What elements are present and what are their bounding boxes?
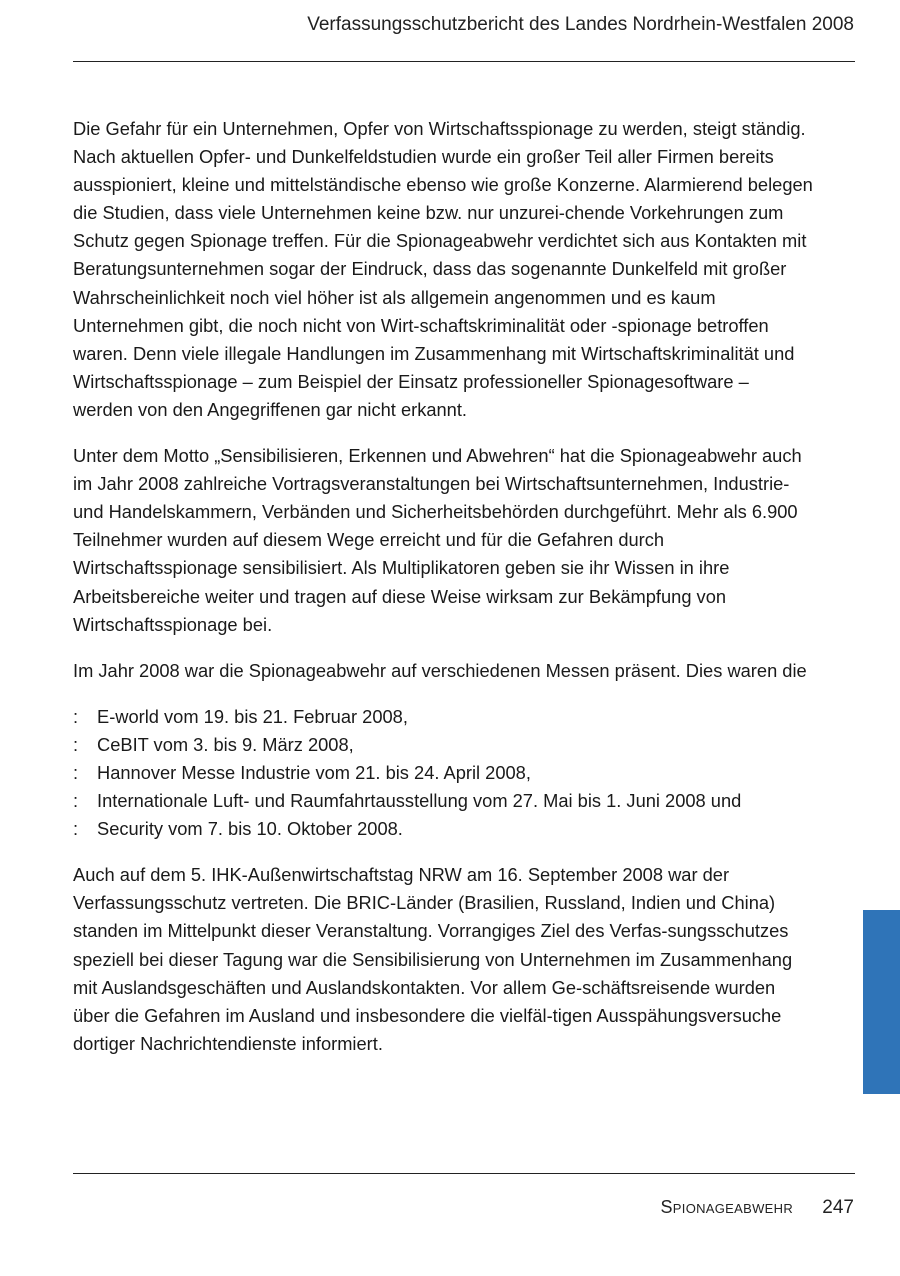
paragraph: Unter dem Motto „Sensibilisieren, Erkennen und Abwehren“ hat die Spionageabwehr auch im Jahr 2008 zahlreiche Vortragsveranstaltungen bei Wirtschaftsunternehmen, Industrie- und Handelskammern, Verbänden und Sicherheitsbehörden durchgeführt. Mehr als 6.900 Teilnehmer wurden auf diesem Wege erreicht und für die Gefahren durch Wirtschaftsspionage sensibilisiert. Als Multiplikatoren geben sie ihr Wissen in ihre Arbeitsbereiche weiter und tragen auf diese Weise wirksam zur Bekämpfung von Wirtschaftsspionage bei. [73, 445, 802, 635]
list-item [73, 787, 813, 815]
page-body [73, 115, 813, 1076]
list-marker: : [73, 790, 79, 812]
list-item [73, 759, 813, 787]
list-item [73, 815, 813, 843]
list-item-text: E-world vom 19. bis 21. Februar 2008, [97, 705, 408, 727]
running-header: Verfassungsschutzbericht des Landes Nordrhein-Westfalen 2008 [307, 14, 854, 35]
header-rule [73, 61, 855, 62]
paragraph: Die Gefahr für ein Unternehmen, Opfer von Wirtschaftsspionage zu werden, steigt ständig. Nach aktuellen Opfer- und Dunkelfeldstudien wurde ein großer Teil aller Firmen bereits ausspioniert, kleine und mittelständische ebenso wie große Konzerne. Alarmierend belegen die Studien, dass viele Unternehmen keine bzw. nur unzurei-chende Vorkehrungen zum Schutz gegen Spionage treffen. Für die Spionageabwehr verdichtet sich aus Kontakten mit Beratungsunternehmen sogar der Eindruck, dass das sogenannte Dunkelfeld mit großer Wahrscheinlichkeit noch viel höher ist als allgemein angenommen und es kaum Unternehmen gibt, die noch nicht von Wirt-schaftskriminalität oder -spionage betroffen waren. Denn viele illegale Handlungen im Zusammenhang mit Wirtschaftskriminalität und Wirtschaftsspionage – zum Beispiel der Einsatz professioneller Spionagesoftware – werden von den Angegriffenen gar nicht erkannt. [73, 118, 813, 420]
paragraph: Auch auf dem 5. IHK-Außenwirtschaftstag NRW am 16. September 2008 war der Verfassungsschutz vertreten. Die BRIC-Länder (Brasilien, Russland, Indien und China) standen im Mittelpunkt dieser Veranstaltung. Vorrangiges Ziel des Verfas-sungsschutzes speziell bei dieser Tagung war die Sensibilisierung von Unternehmen im Zusammenhang mit Auslandsgeschäften und Auslandskontakten. Vor allem Ge-schäftsreisende wurden über die Gefahren im Ausland und insbesondere die vielfäl-tigen Ausspähungsversuche dortiger Nachrichtendienste informiert. [73, 864, 793, 1054]
paragraph: Im Jahr 2008 war die Spionageabwehr auf verschiedenen Messen präsent. Dies waren die [73, 659, 807, 681]
list-item [73, 731, 813, 759]
list-marker: : [73, 733, 79, 755]
list-marker: : [73, 761, 79, 783]
page-footer [661, 1197, 855, 1219]
list-item-text: Security vom 7. bis 10. Oktober 2008. [97, 818, 403, 840]
chapter-side-tab [863, 910, 900, 1094]
trade-fair-list [73, 703, 813, 843]
list-item-text: CeBIT vom 3. bis 9. März 2008, [97, 733, 354, 755]
list-item-text: Internationale Luft- und Raumfahrtausstellung vom 27. Mai bis 1. Juni 2008 und [97, 790, 742, 812]
page-number: 247 [822, 1197, 854, 1218]
footer-section-title: Spionageabwehr [660, 1197, 794, 1217]
list-item-text: Hannover Messe Industrie vom 21. bis 24. April 2008, [97, 761, 531, 783]
footer-rule [73, 1173, 855, 1174]
list-item [73, 703, 813, 731]
list-marker: : [73, 705, 79, 727]
list-marker: : [73, 818, 79, 840]
